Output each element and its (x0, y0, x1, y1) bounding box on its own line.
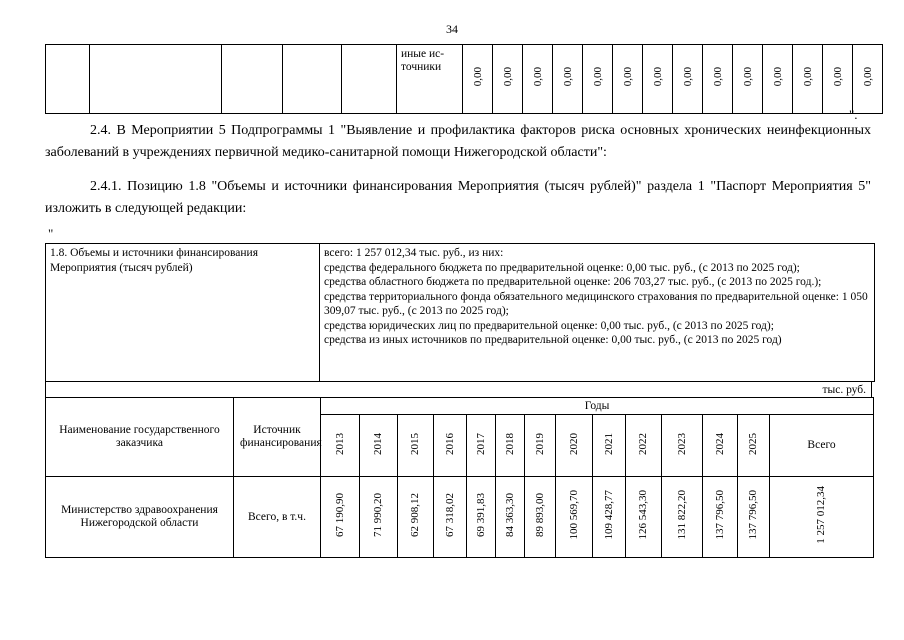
value-cell (553, 45, 583, 114)
value: 0,00 (591, 66, 604, 87)
empty-cell (46, 45, 90, 114)
value-cell (593, 477, 626, 558)
value: 89 893,00 (533, 493, 546, 537)
total-header: Всего (770, 415, 874, 477)
value-cell (398, 477, 434, 558)
info-line: средства федерального бюджета по предварительной оценке: 0,00 тыс. руб., (с 2013 по 2025 год); (324, 261, 800, 274)
year-header-cell (525, 415, 556, 477)
value: 0,00 (561, 66, 574, 87)
value-cell (733, 45, 763, 114)
value: 71 990,20 (372, 493, 384, 537)
value-cell (583, 45, 613, 114)
info-label-cell (46, 244, 320, 382)
value-cell (463, 45, 493, 114)
year-header-cell (496, 415, 525, 477)
year-label: 2023 (675, 432, 688, 455)
year-label: 2021 (602, 432, 615, 455)
value-cell (763, 45, 793, 114)
table-row (46, 477, 874, 558)
year-label: 2025 (747, 432, 759, 455)
value-cell (360, 477, 398, 558)
value-cell (823, 45, 853, 114)
value-cell (434, 477, 467, 558)
year-header-cell (360, 415, 398, 477)
value: 137 796,50 (713, 490, 726, 540)
customer-cell: Министерство здравоохранения Нижегородской области (46, 477, 234, 558)
value: 131 822,20 (675, 490, 688, 540)
value-cell (525, 477, 556, 558)
info-line: всего: 1 257 012,34 тыс. руб., из них: (324, 247, 504, 259)
table-header-row (46, 398, 874, 415)
value-cell (673, 45, 703, 114)
value: 0,00 (741, 66, 754, 87)
year-label: 2019 (533, 432, 546, 455)
value-cell (613, 45, 643, 114)
empty-cell (342, 45, 397, 114)
empty-cell (90, 45, 222, 114)
value: 0,00 (771, 66, 784, 87)
value-cell (496, 477, 525, 558)
financing-table (45, 397, 874, 558)
paragraph-2-4-1: 2.4.1. Позицию 1.8 "Объемы и источники финансирования Мероприятия (тысяч рублей)" раздела 1 "Паспорт Мероприятия 5" изложить в следующей редакции: (45, 179, 871, 216)
year-header-cell (398, 415, 434, 477)
year-label: 2014 (372, 432, 384, 455)
empty-cell (222, 45, 283, 114)
value-cell (321, 477, 360, 558)
funding-info-table (45, 243, 875, 382)
value-cell (662, 477, 703, 558)
value: 67 318,02 (443, 493, 456, 537)
total-cell (770, 477, 874, 558)
units-label: тыс. руб. (45, 381, 872, 397)
source-cell: Всего, в т.ч. (234, 477, 321, 558)
value-cell (703, 45, 733, 114)
value: 67 190,90 (333, 493, 346, 537)
value-cell (703, 477, 738, 558)
page-number: 34 (446, 22, 458, 36)
year-label: 2013 (333, 432, 346, 455)
value-cell (556, 477, 593, 558)
customer-header: Наименование государственного заказчика (46, 398, 234, 477)
value: 0,00 (651, 66, 664, 87)
value: 69 391,83 (474, 493, 487, 537)
continuation-table (45, 44, 883, 114)
table-row (46, 244, 875, 382)
year-label: 2017 (474, 432, 487, 455)
info-line: средства юридических лиц по предварительной оценке: 0,00 тыс. руб., (с 2013 по 2025 год); (324, 319, 774, 332)
info-text-cell (320, 244, 875, 382)
value: 0,00 (621, 66, 634, 87)
opening-quote: " (48, 226, 54, 241)
year-header-cell (662, 415, 703, 477)
empty-cell (283, 45, 342, 114)
year-header-cell (556, 415, 593, 477)
value: 0,00 (831, 66, 844, 87)
years-header: Годы (321, 398, 874, 415)
value-cell (643, 45, 673, 114)
info-line: средства территориального фонда обязательного медицинского страхования по предварительной оценке: 1 050 309,07 тыс. руб., (с 2013 по 2025 год); (324, 290, 868, 317)
year-header-cell (738, 415, 770, 477)
source-header: Источник финансирования (234, 398, 321, 477)
value-cell (853, 45, 883, 114)
value: 0,00 (471, 66, 484, 87)
year-header-cell (434, 415, 467, 477)
value: 126 543,30 (637, 490, 649, 540)
table-row (46, 45, 883, 114)
value-cell (493, 45, 523, 114)
value: 84 363,30 (503, 493, 516, 537)
year-label: 2015 (409, 432, 421, 455)
source-label-cell (397, 45, 463, 114)
year-label: 2022 (637, 432, 649, 455)
year-header-cell (467, 415, 496, 477)
paragraph-2-4: 2.4. В Мероприятии 5 Подпрограммы 1 "Выявление и профилактика факторов риска основных хронических неинфекционных заболеваний в учреждениях первичной медико-санитарной помощи Нижегородской области": (45, 123, 871, 160)
value: 109 428,77 (602, 490, 615, 540)
closing-quote: ". (849, 107, 858, 122)
year-label: 2020 (567, 432, 580, 455)
year-header-cell (321, 415, 360, 477)
value-cell (793, 45, 823, 114)
value: 0,00 (861, 66, 874, 87)
year-header-cell (703, 415, 738, 477)
info-line: средства областного бюджета по предварительной оценке: 206 703,27 тыс. руб., (с 2013 по 2025 год.); (324, 276, 822, 288)
value: 62 908,12 (409, 493, 421, 537)
value: 137 796,50 (747, 490, 759, 540)
value: 0,00 (501, 66, 514, 87)
value-cell (467, 477, 496, 558)
year-header-cell (593, 415, 626, 477)
value: 100 569,70 (567, 490, 580, 540)
value: 0,00 (801, 66, 814, 87)
value-cell (738, 477, 770, 558)
year-label: 2018 (503, 432, 516, 455)
value-cell (626, 477, 662, 558)
value: 0,00 (711, 66, 724, 87)
value-cell (523, 45, 553, 114)
year-label: 2024 (713, 432, 726, 455)
total-value: 1 257 012,34 (815, 486, 828, 544)
value: 0,00 (531, 66, 544, 87)
info-line: средства из иных источников по предварительной оценке: 0,00 тыс. руб., (с 2013 по 2025 год) (324, 334, 782, 346)
source-label: иные ис- точники (401, 48, 445, 73)
year-header-cell (626, 415, 662, 477)
year-label: 2016 (443, 432, 456, 455)
info-label: 1.8. Объемы и источники финансирования Мероприятия (тысяч рублей) (50, 247, 259, 274)
value: 0,00 (681, 66, 694, 87)
